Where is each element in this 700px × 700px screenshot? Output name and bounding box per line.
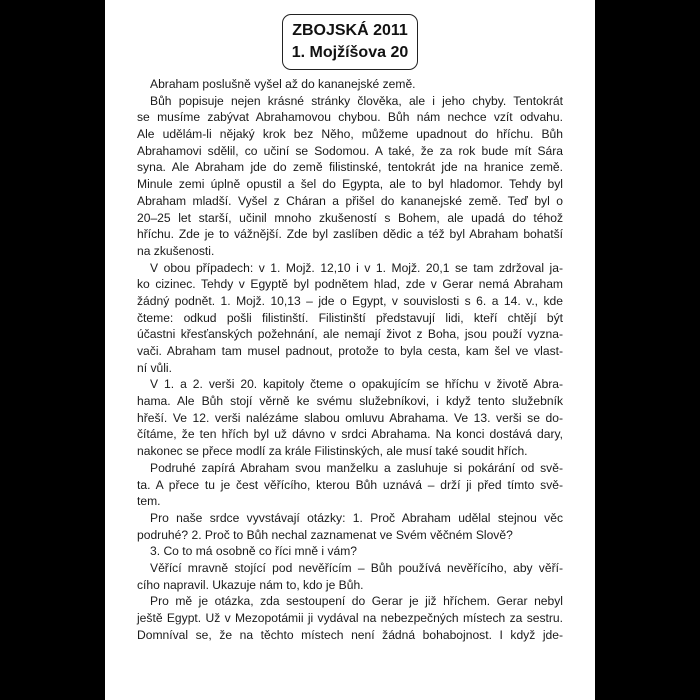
text-line: ta. A přece tu je čest věřícího, kterou Bůh uznává – drží ji před tímto svě- [137, 477, 563, 492]
text-line: Abraham mladší. Vyšel z Cháran a přišel do kananejské země. Teď byl o [137, 193, 563, 208]
text-line: Bůh popisuje nejen krásné stránky člověka, ale i jeho chyby. Tentokrát [150, 93, 563, 108]
text-line: vači. Abraham tam musel padnout, protože to byla cesta, kam šel ve vlast- [137, 344, 563, 358]
text-line: Podruhé zapírá Abraham svou manželku a zasluhuje si pokárání od svě- [150, 460, 563, 475]
text-line: podruhé? 2. Proč to Bůh nechal zaznamenat ve Svém věčném Slově? [137, 527, 513, 542]
text-line: hřeší. Ve 12. verši nalézáme slabou omluvu Abrahama. Ve 13. verši se do- [137, 410, 563, 425]
text-line: Věřící mravně stojící pod nevěřícím – Bůh používá nevěřícího, aby věří- [150, 560, 563, 575]
text-line: 3. Co to má osobně co říci mně i vám? [150, 544, 358, 559]
text-line: Ale udělám-li nějaký krok bez Něho, můžeme upadnout do hříchu. Bůh [137, 127, 563, 142]
text-line: Abrahamovi sdělil, co učiní se Sodomou. A také, že za rok bude mít Sára [137, 143, 563, 158]
text-line: na zkušenosti. [137, 243, 215, 258]
text-line: 20–25 let starší, učinil mnoho zkušeností s Bohem, ale upadá do téhož [137, 210, 563, 225]
text-line: účastni křesťanských požehnání, ale nemají život z Boha, jsou použí vyzna- [137, 327, 563, 342]
text-line: syna. Ale Abraham jde do země filistinské, tentokrát jde na hranice země. [137, 160, 563, 175]
text-line: Abraham poslušně vyšel až do kananejské země. [150, 77, 416, 91]
text-line: Minule zemi úplně opustil a šel do Egypta, ale to byl hladomor. Tehdy byl [137, 177, 563, 192]
text-line: Domníval se, že na těchto místech není žádná bohabojnost. I když jde- [137, 627, 563, 642]
text-line: hama. Ale Bůh stojí věrně ke svému služebníkovi, i když tento služebník [137, 394, 563, 409]
document-page [105, 0, 595, 700]
text-line: nakonec se přece modlí za krále Filistinských, ale musí také soudit hřích. [137, 444, 528, 459]
text-line: čteme: odkud pošli filistinští. Filistinští představují lidi, kteří chtějí být [137, 310, 563, 325]
text-line: hříchu. Zde je to vážnější. Zde byl zaslíben dědic a též byl Abraham bohatší [137, 227, 563, 242]
text-line: Pro naše srdce vyvstávají otázky: 1. Proč Abraham udělal stejnou věc [150, 510, 563, 525]
title-line-1: ZBOJSKÁ 2011 [292, 22, 408, 39]
text-line: tem. [137, 494, 161, 509]
text-line: ní vůli. [137, 360, 172, 375]
text-line: Pro mě je otázka, zda sestoupení do Gerar je již hříchem. Gerar nebyl [150, 594, 563, 609]
text-line: žádný podnět. 1. Mojž. 10,13 – jde o Egypt, v souvislosti s 6. a 14. v., kde [137, 293, 563, 308]
body-text [137, 76, 563, 643]
title-box [282, 14, 418, 70]
text-line: V 1. a 2. verši 20. kapitoly čteme o opakujícím se hříchu v životě Abra- [150, 377, 563, 392]
text-line: V obou případech: v 1. Mojž. 12,10 i v 1. Mojž. 20,1 se tam zdržoval ja- [150, 260, 563, 275]
text-line: cího napravil. Ukazuje nám to, kdo je Bůh. [137, 577, 364, 592]
text-line: ještě Egypt. Už v Mezopotámii ji vydával na nebezpečných místech za sestru. [137, 611, 563, 625]
text-line: čítáme, že ten hřích byl už dávno v srdci Abrahama. Na konci dostává dary, [137, 427, 563, 442]
text-line: ko cizinec. Tehdy v Egyptě byl podnětem hlad, zde v Gerar nemá Abraham [137, 277, 563, 292]
title-line-2: 1. Mojžíšova 20 [291, 44, 409, 61]
text-line: se musíme zabývat Abrahamovou chybou. Bůh nám nechce vzít odvahu. [137, 110, 563, 125]
